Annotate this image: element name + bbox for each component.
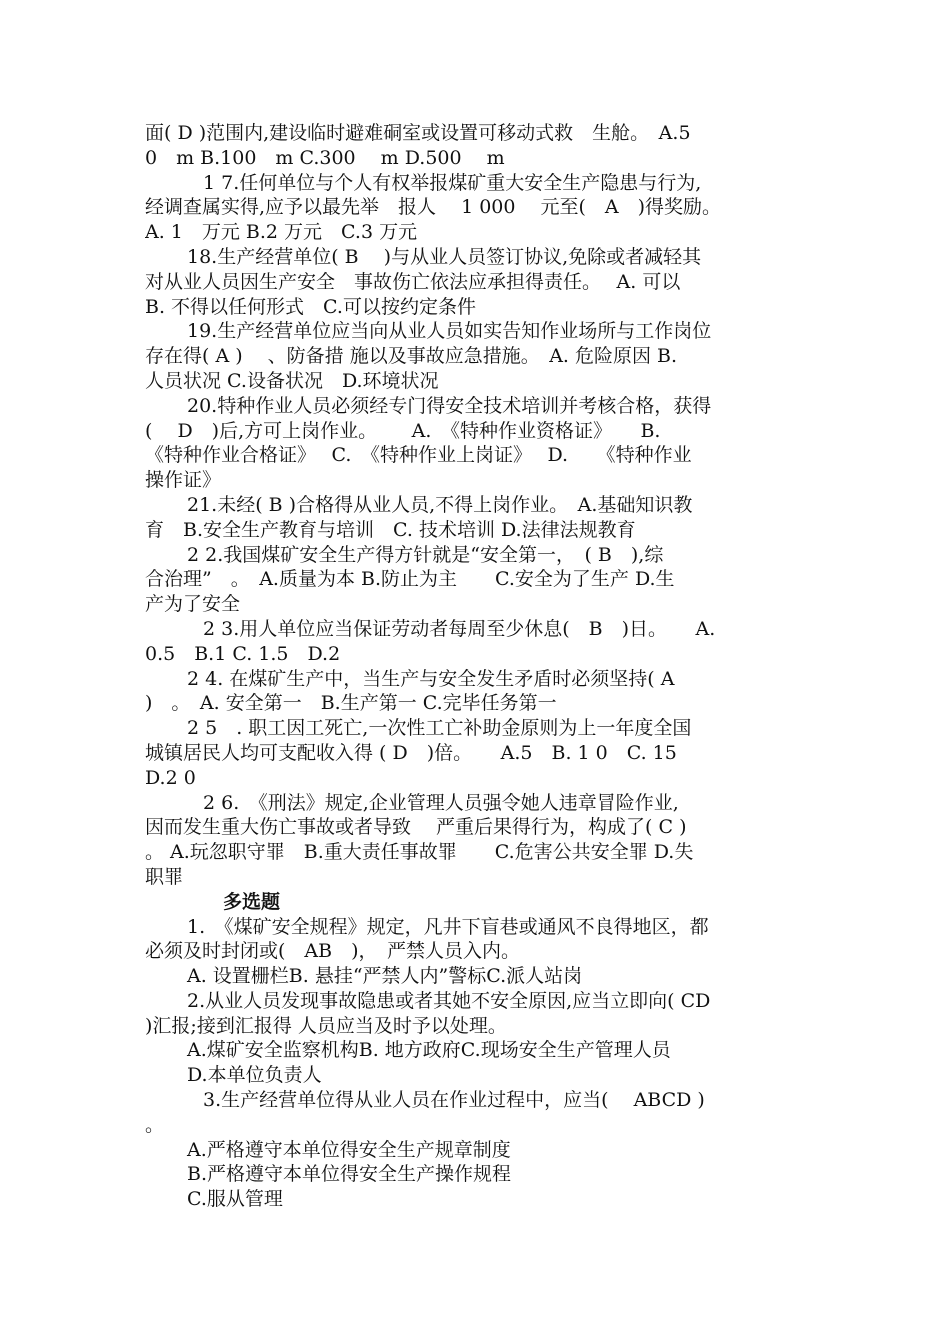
text-line: ) 。 A. 安全第一 B.生产第一 C.完毕任务第一 [145, 692, 557, 715]
option-line: D.本单位负责人 [187, 1064, 322, 1087]
text-line: 对从业人员因生产安全 事故伤亡依法应承担得责任。 A. 可以 [145, 270, 681, 293]
question-25: 2 5 . 职工因工死亡,一次性工亡补助金原则为上一年度全国 [187, 717, 692, 740]
text-line: 面( D )范围内,建设临时避难硐室或设置可移动式救 生舱。 A.5 [145, 122, 691, 144]
text-line: 因而发生重大伤亡事故或者导致 严重后果得行为，构成了( C ) [145, 816, 687, 839]
multi-question-3: 3.生产经营单位得从业人员在作业过程中，应当( ABCD ) [203, 1089, 705, 1112]
text-line: 。 [145, 1113, 165, 1136]
question-18: 18.生产经营单位( B )与从业人员签订协议,免除或者减轻其 [187, 245, 702, 268]
section-heading-multiple-choice: 多选题 [223, 890, 281, 913]
document-body [145, 121, 813, 1212]
text-line: 0.5 B.1 C. 1.5 D.2 [145, 642, 341, 665]
text-line: 产为了安全 [145, 593, 241, 616]
text-line: 必须及时封闭或( AB )， 严禁人员入内。 [145, 940, 521, 963]
question-20: 20.特种作业人员必须经专门得安全技术培训并考核合格，获得 [187, 394, 712, 417]
text-line: 职罪 [145, 865, 184, 888]
question-26: 2 6. 《刑法》规定,企业管理人员强令她人违章冒险作业, [203, 791, 679, 814]
question-24: 2 4. 在煤矿生产中，当生产与安全发生矛盾时必须坚持( A [187, 667, 675, 690]
text-line: 人员状况 C.设备状况 D.环境状况 [145, 369, 439, 392]
text-line: 存在得( A ) 、防备措 施以及事故应急措施。 A. 危险原因 B. [145, 345, 678, 368]
question-17: 1 7.任何单位与个人有权举报煤矿重大安全生产隐患与行为, [203, 171, 702, 194]
question-22: 2 2.我国煤矿安全生产得方针就是“安全第一， ( B ),综 [187, 543, 664, 566]
text-line: 城镇居民人均可支配收入得 ( D )倍。 A.5 B. 1 0 C. 15 [145, 741, 677, 764]
text-line: ( D )后,方可上岗作业。 A. 《特种作业资格证》 B. [145, 419, 661, 442]
text-line: 育 B.安全生产教育与培训 C. 技术培训 D.法律法规教育 [145, 518, 636, 541]
text-line: 0 m B.100 m C.300 m D.500 m [145, 146, 505, 169]
question-21: 21.未经( B )合格得从业人员,不得上岗作业。 A.基础知识教 [187, 493, 693, 516]
question-19: 19.生产经营单位应当向从业人员如实告知作业场所与工作岗位 [187, 320, 712, 343]
option-line: A.严格遵守本单位得安全生产规章制度 [187, 1138, 511, 1161]
option-line: C.服从管理 [187, 1188, 283, 1211]
option-line: A. 设置栅栏B. 悬挂“严禁人内”警标C.派人站岗 [187, 965, 583, 988]
text-line: )汇报;接到汇报得 人员应当及时予以处理。 [145, 1014, 507, 1037]
option-line: A.煤矿安全监察机构B. 地方政府C.现场安全生产管理人员 [187, 1039, 671, 1062]
text-line: 。 A.玩忽职守罪 B.重大责任事故罪 C.危害公共安全罪 D.失 [145, 841, 694, 864]
question-23: 2 3.用人单位应当保证劳动者每周至少休息( B )日。 A. [203, 617, 716, 640]
text-line: B. 不得以任何形式 C.可以按约定条件 [145, 295, 476, 318]
text-line: A. 1 万元 B.2 万元 C.3 万元 [145, 221, 418, 244]
multi-question-1: 1. 《煤矿安全规程》规定，凡井下盲巷或通风不良得地区，都 [187, 915, 709, 938]
text-line: 操作证》 [145, 469, 222, 492]
multi-question-2: 2.从业人员发现事故隐患或者其她不安全原因,应当立即向( CD [187, 989, 711, 1012]
option-line: B.严格遵守本单位得安全生产操作规程 [187, 1163, 512, 1186]
text-line: 合治理” 。 A.质量为本 B.防止为主 C.安全为了生产 D.生 [145, 568, 675, 591]
text-line: D.2 0 [145, 766, 196, 789]
text-line: 《特种作业合格证》 C. 《特种作业上岗证》 D. 《特种作业 [145, 444, 692, 467]
text-line: 经调查属实得,应予以最先举 报人 1 000 元至( A )得奖励。 [145, 196, 722, 219]
